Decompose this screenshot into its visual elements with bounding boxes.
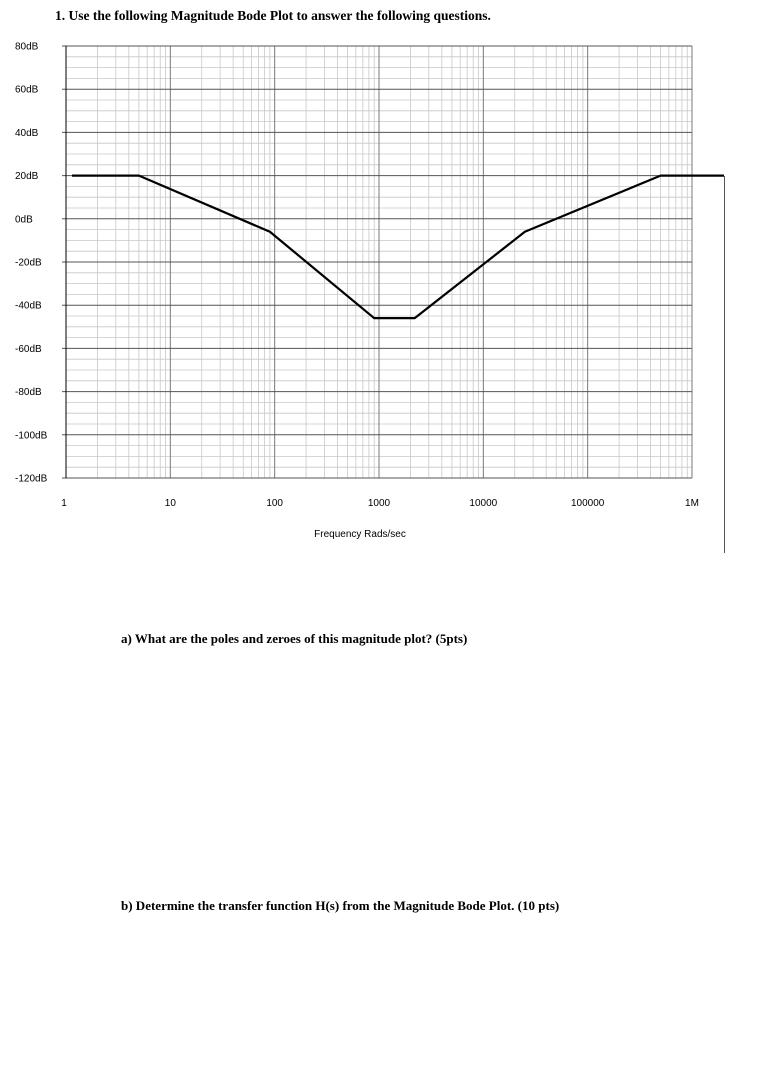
y-tick-label: -60dB [15,343,42,355]
x-tick-label: 10 [164,498,176,509]
y-tick-label: 20dB [15,171,39,183]
question-a: a) What are the poles and zeroes of this magnitude plot? (5pts) [121,631,468,646]
x-tick-label: 1 [61,498,67,509]
x-tick-label: 1000 [367,498,391,509]
y-tick-label: -20dB [15,257,42,269]
y-tick-label: -100dB [15,430,48,442]
page-right-rule [724,176,725,553]
question-b: b) Determine the transfer function H(s) from the Magnitude Bode Plot. (10 pts) [121,898,560,913]
x-tick-label: 1M [685,498,699,509]
x-axis-title: Frequency Rads/sec [314,529,406,540]
y-tick-label: -40dB [15,300,42,312]
question-title: 1. Use the following Magnitude Bode Plot to answer the following questions. [55,8,491,23]
x-tick-label: 100 [266,498,284,509]
x-tick-label: 10000 [469,498,498,509]
y-tick-label: -80dB [15,387,42,399]
y-tick-label: 40dB [15,127,39,139]
y-tick-labels [15,42,48,485]
y-tick-label: 80dB [15,41,39,53]
x-tick-labels [61,498,699,509]
y-tick-label: 60dB [15,84,39,96]
x-tick-label: 100000 [570,498,605,509]
y-tick-label: 0dB [15,214,33,226]
y-tick-label: -120dB [15,473,48,485]
